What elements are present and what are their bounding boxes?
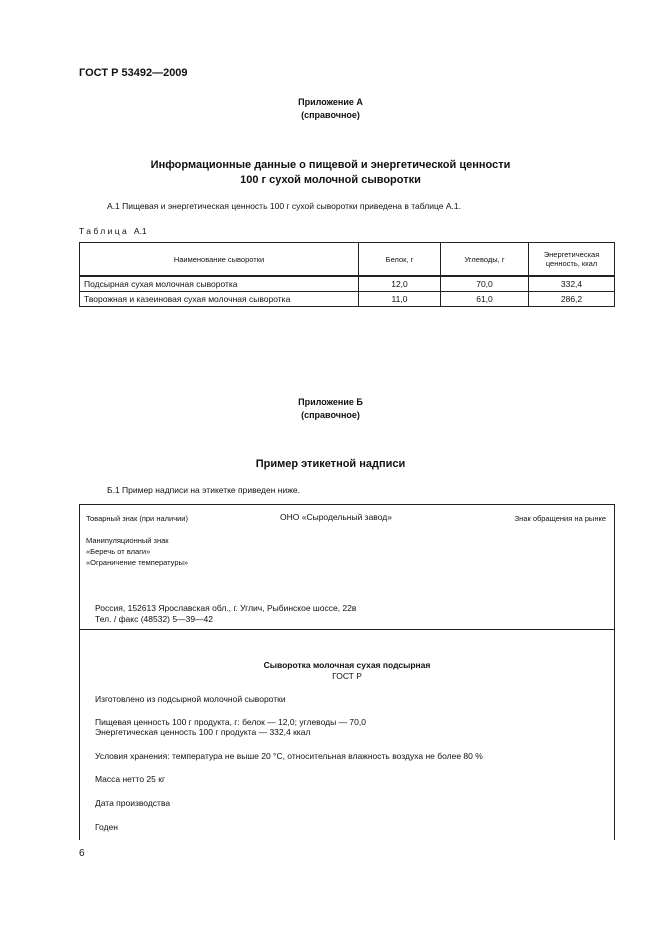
page-number: 6 xyxy=(79,848,85,859)
label-made-from: Изготовлено из подсырной молочной сыворотки xyxy=(95,694,286,704)
table-header-energy: Энергетическая ценность, ккал xyxy=(529,243,615,277)
label-trademark: Товарный знак (при наличии) xyxy=(86,514,188,523)
label-manufacturer: ОНО «Сыродельный завод» xyxy=(280,512,392,522)
table-caption-number: А.1 xyxy=(133,226,147,236)
nutrition-table xyxy=(79,242,615,307)
document-id: ГОСТ Р 53492—2009 xyxy=(79,67,188,79)
appendix-a-heading-line1: Информационные данные о пищевой и энергетической ценности xyxy=(150,159,511,171)
table-cell: Подсырная сухая молочная сыворотка xyxy=(80,276,359,292)
table-cell: 332,4 xyxy=(529,276,615,292)
label-energy: Энергетическая ценность 100 г продукта — 332,4 ккал xyxy=(95,727,311,737)
appendix-a-status: (справочное) xyxy=(301,110,360,120)
table-cell: 12,0 xyxy=(359,276,441,292)
table-row xyxy=(80,292,615,307)
appendix-b-heading: Пример этикетной надписи xyxy=(255,458,406,470)
label-net-mass: Масса нетто 25 кг xyxy=(95,774,166,784)
table-cell: 61,0 xyxy=(441,292,529,307)
label-phone: Тел. / факс (48532) 5—39—42 xyxy=(95,614,214,624)
label-product-name: Сыворотка молочная сухая подсырная xyxy=(263,660,431,670)
table-header-protein: Белок, г xyxy=(359,243,441,277)
appendix-a-intro: А.1 Пищевая и энергетическая ценность 100 г сухой сыворотки приведена в таблице А.1. xyxy=(107,201,461,211)
appendix-a-title: Приложение А xyxy=(298,97,363,107)
table-row xyxy=(80,276,615,292)
table-cell: Творожная и казеиновая сухая молочная сыворотка xyxy=(80,292,359,307)
label-handling-temp: «Ограничение температуры» xyxy=(86,558,189,567)
table-caption-label: Таблица xyxy=(79,226,130,236)
appendix-a-heading-line2: 100 г сухой молочной сыворотки xyxy=(240,174,421,186)
table-cell: 11,0 xyxy=(359,292,441,307)
appendix-b-intro: Б.1 Пример надписи на этикетке приведен ниже. xyxy=(107,485,300,495)
label-header-section xyxy=(80,505,614,630)
label-production-date: Дата производства xyxy=(95,798,171,808)
table-header-carbs: Углеводы, г xyxy=(441,243,529,277)
label-example xyxy=(79,504,615,840)
label-storage: Условия хранения: температура не выше 20 °С, относительная влажность воздуха не более 80 % xyxy=(95,751,483,761)
label-circulation-mark: Знак обращения на рынке xyxy=(514,514,606,523)
table-cell: 70,0 xyxy=(441,276,529,292)
table-cell: 286,2 xyxy=(529,292,615,307)
label-best-before: Годен xyxy=(95,822,118,832)
table-header-name: Наименование сыворотки xyxy=(80,243,359,277)
label-handling-keep-dry: «Беречь от влаги» xyxy=(86,547,151,556)
label-product-standard: ГОСТ Р xyxy=(332,671,362,681)
label-handling-sign: Манипуляционный знак xyxy=(86,536,169,545)
label-address: Россия, 152613 Ярославская обл., г. Углич, Рыбинское шоссе, 22в xyxy=(95,603,357,613)
appendix-b-status: (справочное) xyxy=(301,410,360,420)
appendix-b-title: Приложение Б xyxy=(298,397,363,407)
label-nutrition: Пищевая ценность 100 г продукта, г: белок — 12,0; углеводы — 70,0 xyxy=(95,717,366,727)
table-caption xyxy=(79,226,147,236)
